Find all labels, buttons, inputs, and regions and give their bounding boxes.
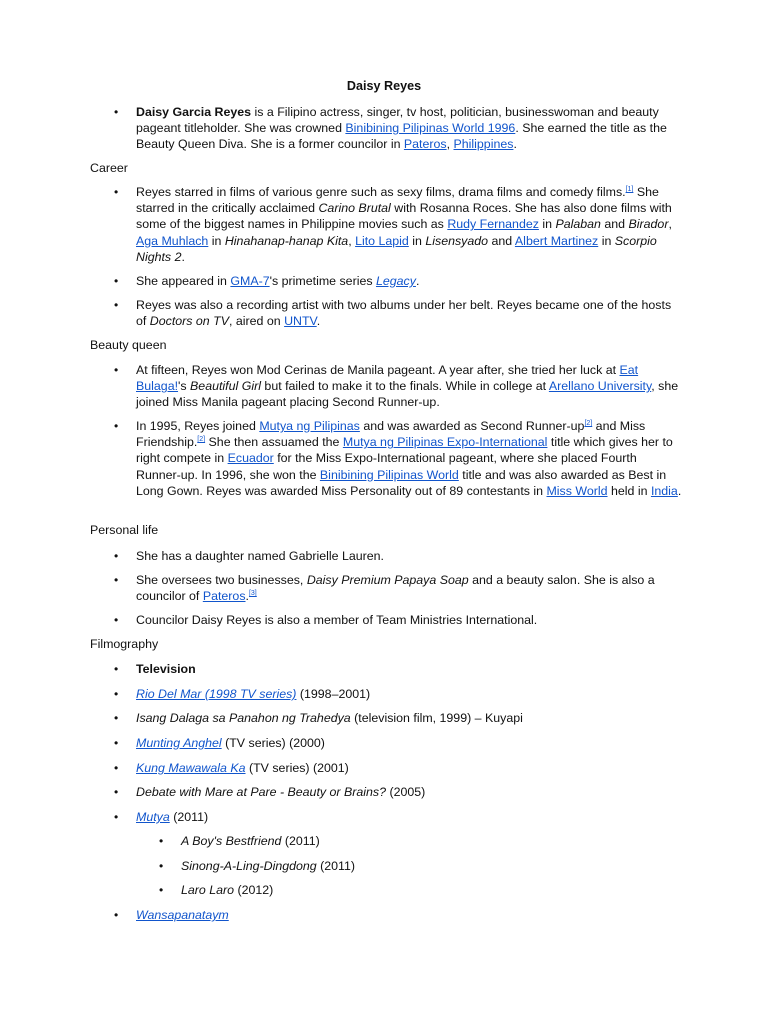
list-item-career-films: • Reyes starred in films of various genre such as sexy films, drama films and comedy films.[1] She starred in the critically acclaimed Carino Brutal with Rosanna Roces. She has also done films with some of the biggest names in Philippine movies such as Rudy Fernandez in Palaban and Birador, Aga Muhlach in Hinahanap-hanap Kita, Lito Lapid in Lisensyado and Albert Martinez in Scorpio Nights 2. [114,185,672,264]
link-gma-7[interactable]: GMA-7 [230,274,270,288]
reference-link[interactable]: [2] [197,436,206,444]
bullet: • [114,274,119,288]
section-heading-career: Career [90,161,128,175]
link-rudy-fernandez[interactable]: Rudy Fernandez [447,217,539,232]
bullet: • [159,834,164,848]
list-item-filmography: • Rio Del Mar (1998 TV series) (1998–2001) [114,687,371,701]
list-item-beauty-early: • At fifteen, Reyes won Mod Cerinas de Manila pageant. A year after, she tried her luck at Eat Bulaga!'s Beautiful Girl but failed to make it to the finals. While in college at Arellano University, she joined Miss Manila pageant placing Second Runner-up. [114,363,679,410]
reference-link[interactable]: [2] [584,419,593,427]
bullet: • [114,419,119,433]
link-albert-martinez[interactable]: Albert Martinez [514,233,599,248]
bullet: • [114,810,119,824]
reference-link[interactable]: [1] [625,185,634,193]
bullet: • [159,859,164,873]
bullet: • [114,908,119,922]
list-item-career-recording: • Reyes was also a recording artist with two albums under her belt. Reyes became one of the hosts of Doctors on TV, aired on UNTV. [114,298,672,329]
list-item-filmography [114,907,682,923]
link-binibining-pilipinas-world[interactable]: Binibining Pilipinas World [319,467,459,482]
link-philippines[interactable]: Philippines [453,137,514,152]
list-subitem-filmography: • A Boy's Bestfriend (2011) [159,834,320,848]
section-heading-personal-life: Personal life [90,523,159,537]
link-eat-bulaga[interactable]: Eat Bulaga! [136,363,639,394]
list-subitem-filmography: • Laro Laro (2012) [159,883,274,897]
bullet: • [114,687,119,701]
list-item-filmography: • Kung Mawawala Ka (TV series) (2001) [114,761,349,775]
list-item-filmography: • Debate with Mare at Pare - Beauty or Brains? (2005) [114,785,426,799]
bullet: • [114,662,119,676]
link-miss-world[interactable]: Miss World [546,483,608,498]
bullet: • [114,185,119,199]
bullet: • [114,736,119,750]
link-ecuador[interactable]: Ecuador [227,451,274,466]
link-rio-del-mar[interactable]: Rio Del Mar (1998 TV series) [136,687,297,701]
list-item-filmography: • Isang Dalaga sa Panahon ng Trahedya (television film, 1999) – Kuyapi [114,711,523,725]
bullet: • [159,883,164,897]
link-kung-mawawala-ka[interactable]: Kung Mawawala Ka [136,761,246,775]
link-aga-muhlach[interactable]: Aga Muhlach [136,233,209,248]
list-item-personal-daughter: • She has a daughter named Gabrielle Lauren. [114,549,384,563]
bullet: • [114,761,119,775]
link-mutya[interactable]: Mutya [136,810,170,824]
list-item-beauty-titles: • In 1995, Reyes joined Mutya ng Pilipinas and was awarded as Second Runner-up[2] and Miss Friendship.[2] She then assuamed the Mutya ng Pilipinas Expo-International title which gives her to right compete in Ecuador for the Miss Expo-International pageant, where she placed Fourth Runner-up. In 1996, she won the Binibining Pilipinas World title and was also awarded as Best in Long Gown. Reyes was awarded Miss Personality out of 89 contestants in Miss World held in India. [114,419,682,498]
list-item-personal-business: • She oversees two businesses, Daisy Premium Papaya Soap and a beauty salon. She is also a councilor of Pateros.[3] [114,573,655,604]
list-item-career-gma: • She appeared in GMA-7's primetime series Legacy. [114,274,420,288]
subject-name: Daisy Garcia Reyes [136,105,252,119]
list-item-personal-ministry: • Councilor Daisy Reyes is also a member of Team Ministries International. [114,613,538,627]
page-title: Daisy Reyes [346,79,422,93]
list-item-filmography: • Munting Anghel (TV series) (2000) [114,736,325,750]
link-mutya-expo-international[interactable]: Mutya ng Pilipinas Expo-International [342,435,548,450]
link-untv[interactable]: UNTV [284,314,317,329]
link-munting-anghel[interactable]: Munting Anghel [136,736,222,750]
bullet: • [114,613,119,627]
list-subitem-filmography: • Sinong-A-Ling-Dingdong (2011) [159,859,356,873]
section-heading-filmography: Filmography [90,637,159,651]
section-heading-beauty-queen: Beauty queen [90,338,167,352]
list-item-filmography: • Mutya (2011) [114,810,209,824]
link-pateros-2[interactable]: Pateros [202,589,246,604]
link-mutya-ng-pilipinas[interactable]: Mutya ng Pilipinas [259,419,360,433]
link-binibining-pilipinas-world-1996[interactable]: Binibining Pilipinas World 1996 [345,121,516,136]
link-pateros[interactable]: Pateros [403,137,447,152]
bullet: • [114,363,119,377]
list-item-television-heading: • Television [114,662,196,676]
bullet: • [114,573,119,587]
link-india[interactable]: India [650,483,678,498]
reference-link[interactable]: [3] [248,590,257,598]
bullet: • [114,785,119,799]
link-legacy[interactable]: Legacy [375,274,416,288]
link-wansapanataym[interactable]: Wansapanataym [136,908,229,922]
list-item-intro: • Daisy Garcia Reyes is a Filipino actress, singer, tv host, politician, businesswoman and beauty pageant titleholder. She was crowned Binibining Pilipinas World 1996. She earned the title as the Beauty Queen Diva. She is a former councilor in Pateros, Philippines. [114,105,667,152]
bullet: • [114,105,119,119]
link-lito-lapid[interactable]: Lito Lapid [355,233,409,248]
bullet: • [114,549,119,563]
bullet: • [114,711,119,725]
bullet: • [114,298,119,312]
link-arellano-university[interactable]: Arellano University [548,379,652,394]
